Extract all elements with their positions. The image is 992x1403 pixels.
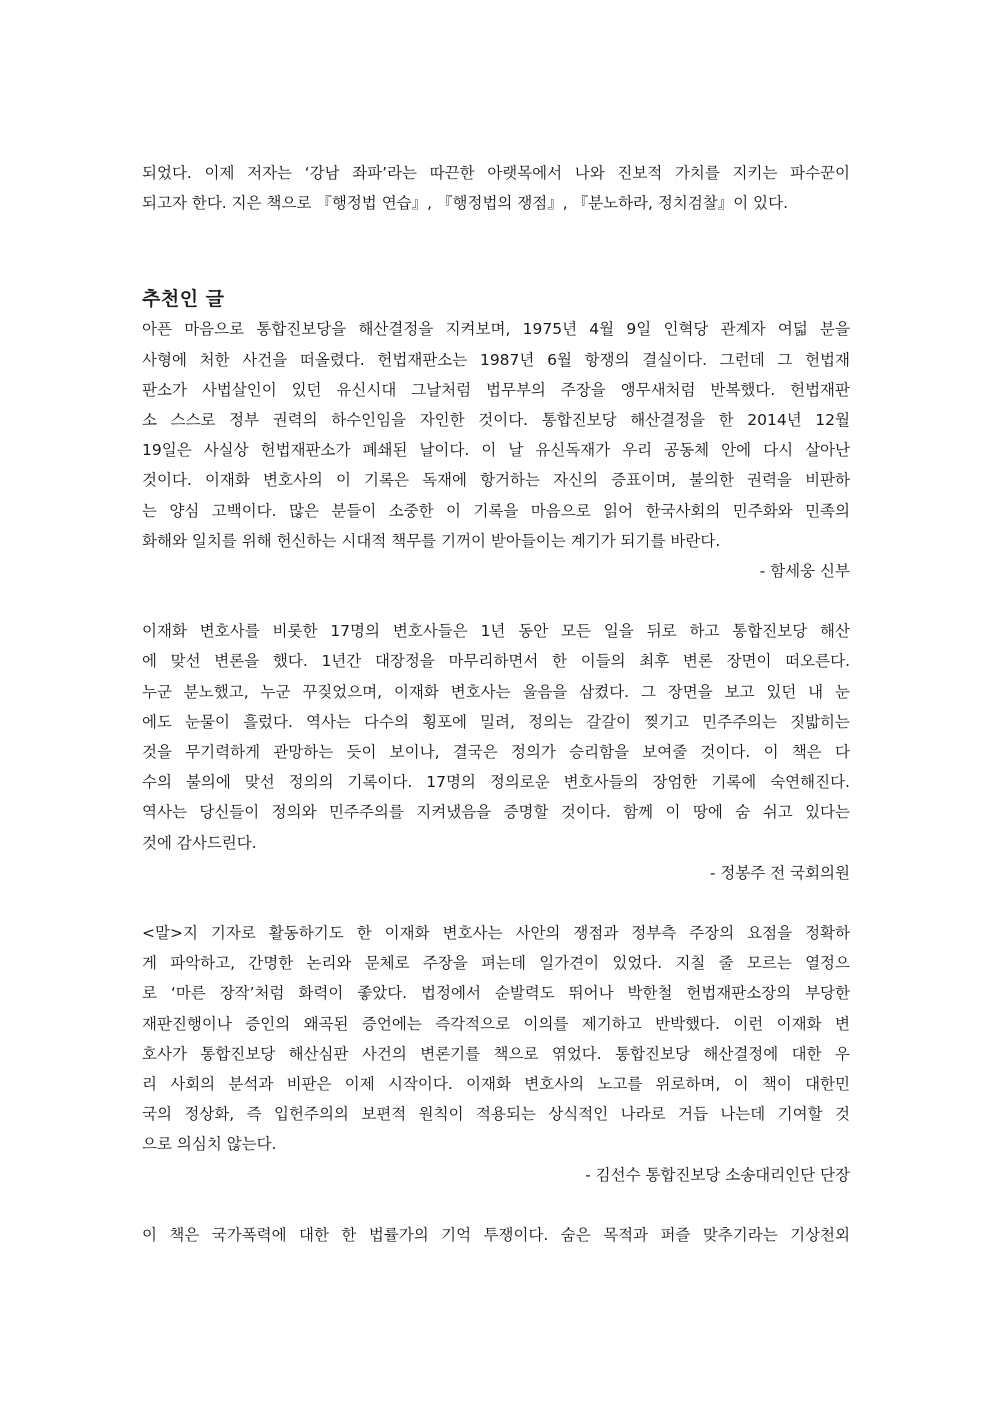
- paragraph-gap: [142, 586, 850, 616]
- text-line: 19일은 사실상 헌법재판소가 폐쇄된 날이다. 이 날 유신독재가 우리 공동체 안에 다시 살아난: [142, 441, 850, 460]
- signature-2: - 정봉주 전 국회의원: [709, 863, 850, 882]
- paragraph-gap: [142, 1190, 850, 1220]
- text-line: 화해와 일치를 위해 헌신하는 시대적 책무를 기꺼이 받아들이는 계기가 되기를 바란다.: [142, 531, 721, 550]
- intro-line: 되고자 한다. 지은 책으로 『행정법 연습』, 『행정법의 쟁점』, 『분노하라, 정치검찰』이 있다.: [142, 194, 789, 213]
- intro-line: 되었다. 이제 저자는 ‘강남 좌파’라는 따끈한 아랫목에서 나와 진보적 가치를 지키는 파수꾼이: [142, 164, 850, 182]
- text-line: 게 파악하고, 간명한 논리와 문체로 주장을 펴는데 일가견이 있었다. 지칠 줄 모르는 열정으: [142, 954, 850, 973]
- text-line: 재판진행이나 증인의 왜곡된 증언에는 즉각적으로 이의를 제기하고 반박했다. 이런 이재화 변: [142, 1014, 850, 1033]
- recommendation-paragraph-3: [142, 918, 850, 1160]
- trailing-paragraph: [142, 1220, 850, 1250]
- text-line: 역사는 당신들이 정의와 민주주의를 지켜냈음을 증명할 것이다. 함께 이 땅에 숨 쉬고 있다는: [142, 803, 850, 822]
- signature-3: - 김선수 통합진보당 소송대리인단 단장: [585, 1165, 850, 1184]
- text-line: 으로 의심치 않는다.: [142, 1135, 277, 1154]
- text-line: <말>지 기자로 활동하기도 한 이재화 변호사는 사안의 쟁점과 정부측 주장의 요점을 정확하: [142, 924, 850, 943]
- text-line: 것이다. 이재화 변호사의 이 기록은 독재에 항거하는 자신의 증표이며, 불의한 권력을 비판하: [142, 471, 850, 490]
- text-line: 로 ‘마른 장작’처럼 화력이 좋았다. 법정에서 순발력도 뛰어나 박한철 헌법재판소장의 부당한: [142, 984, 850, 1003]
- text-line: 수의 불의에 맞선 정의의 기록이다. 17명의 정의로운 변호사들의 장엄한 기록에 숙연해진다.: [142, 773, 850, 792]
- document-page: [142, 158, 850, 1250]
- section-title: 추천인 글: [142, 288, 225, 311]
- text-line: 국의 정상화, 즉 입헌주의의 보편적 원칙이 적용되는 상식적인 나라로 거듭 나는데 기여할 것: [142, 1105, 850, 1124]
- text-line: 아픈 마음으로 통합진보당을 해산결정을 지켜보며, 1975년 4월 9일 인혁당 관계자 여덟 분을: [142, 320, 850, 339]
- text-line: 리 사회의 분석과 비판은 이제 시작이다. 이재화 변호사의 노고를 위로하며, 이 책이 대한민: [142, 1075, 850, 1094]
- recommendation-paragraph-1: [142, 314, 850, 556]
- text-line: 는 양심 고백이다. 많은 분들이 소중한 이 기록을 마음으로 읽어 한국사회의 민주화와 민족의: [142, 501, 850, 520]
- intro-paragraph: [142, 158, 850, 218]
- recommendation-paragraph-2: [142, 616, 850, 858]
- paragraph-gap: [142, 888, 850, 918]
- text-line: 누군 분노했고, 누군 꾸짖었으며, 이재화 변호사는 울음을 삼켰다. 그 장면을 보고 있던 내 눈: [142, 682, 850, 701]
- text-line: 에 맞선 변론을 했다. 1년간 대장정을 마무리하면서 한 이들의 최후 변론 장면이 떠오른다.: [142, 652, 850, 671]
- signature-1: - 함세웅 신부: [759, 562, 850, 581]
- text-line: 에도 눈물이 흘렀다. 역사는 다수의 횡포에 밀려, 정의는 갈갈이 찢기고 민주주의는 짓밟히는: [142, 712, 850, 731]
- text-line: 소 스스로 정부 권력의 하수인임을 자인한 것이다. 통합진보당 해산결정을 한 2014년 12월: [142, 411, 850, 430]
- text-line: 호사가 통합진보당 해산심판 사건의 변론기를 책으로 엮었다. 통합진보당 해산결정에 대한 우: [142, 1044, 850, 1063]
- text-line: 사형에 처한 사건을 떠올렸다. 헌법재판소는 1987년 6월 항쟁의 결실이다. 그런데 그 헌법재: [142, 350, 850, 369]
- text-line: 이재화 변호사를 비롯한 17명의 변호사들은 1년 동안 모든 일을 뒤로 하고 통합진보당 해산: [142, 622, 850, 641]
- text-line: 것을 무기력하게 관망하는 듯이 보이나, 결국은 정의가 승리함을 보여줄 것이다. 이 책은 다: [142, 743, 850, 762]
- text-line: 것에 감사드린다.: [142, 833, 257, 852]
- text-line: 판소가 사법살인이 있던 유신시대 그날처럼 법무부의 주장을 앵무새처럼 반복했다. 헌법재판: [142, 380, 850, 399]
- text-line: 이 책은 국가폭력에 대한 한 법률가의 기억 투쟁이다. 숨은 목적과 퍼즐 맞추기라는 기상천외: [142, 1225, 850, 1244]
